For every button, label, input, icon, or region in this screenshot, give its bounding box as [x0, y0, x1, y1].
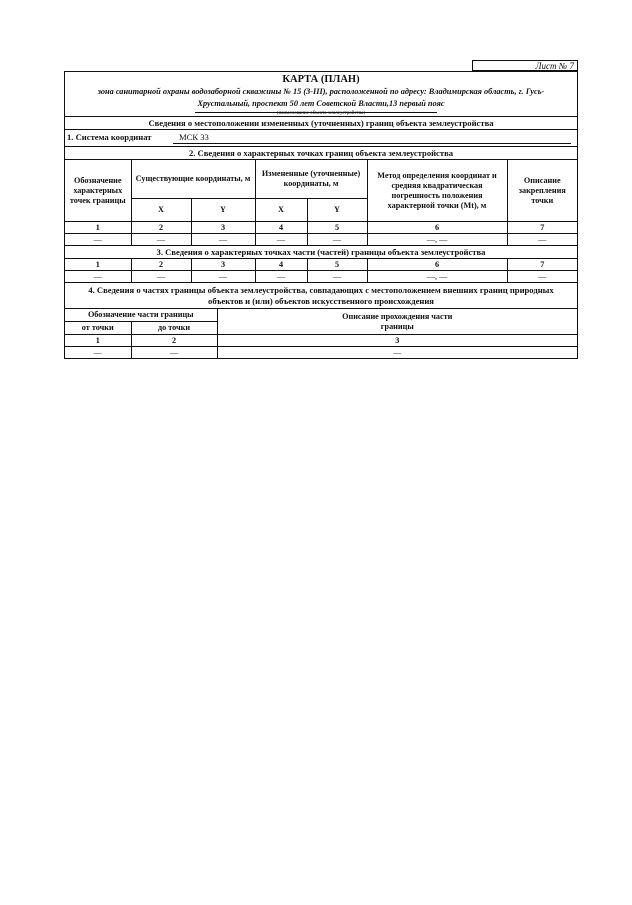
map-plan-form [64, 71, 578, 359]
coordinate-system-label: 1. Система координат [67, 132, 152, 142]
header-existing-x: X [131, 199, 191, 222]
header-part-designation: Обозначение части границы [65, 309, 217, 322]
coordinate-system-row [65, 130, 577, 147]
header-to-point: до точки [131, 322, 217, 335]
table-cell: — [255, 234, 307, 246]
column-number: 4 [255, 222, 307, 234]
header-changed-y: Y [307, 199, 367, 222]
header-existing-y: Y [191, 199, 255, 222]
column-number: 4 [255, 259, 307, 271]
column-number: 3 [217, 335, 577, 347]
section2-column-numbers [65, 222, 577, 234]
table-cell: — [307, 271, 367, 283]
table-cell: — [255, 271, 307, 283]
table-cell: — [191, 234, 255, 246]
table-cell: — [65, 271, 131, 283]
column-number: 5 [307, 222, 367, 234]
table-row [65, 234, 577, 246]
column-number: 2 [131, 335, 217, 347]
table-cell: —, — [367, 234, 507, 246]
column-number: 7 [507, 259, 577, 271]
header-changed-x: X [255, 199, 307, 222]
column-number: 1 [65, 259, 131, 271]
header-method: Метод определения координат и средняя квадратическая погрешность положения характерной точки (Mt), м [367, 160, 507, 222]
table-cell: — [507, 271, 577, 283]
section2-table-wrap [65, 160, 577, 246]
header-existing-coordinates: Существующие координаты, м [131, 160, 255, 199]
table-cell: — [507, 234, 577, 246]
column-number: 1 [65, 222, 131, 234]
table-cell: — [217, 347, 577, 359]
section4-heading: 4. Сведения о частях границы объекта землеустройства, совпадающих с местоположением внешних границ природных объектов и (или) объектов искусственного происхождения [65, 283, 577, 309]
column-number: 2 [131, 222, 191, 234]
column-number: 6 [367, 222, 507, 234]
table-cell: — [131, 234, 191, 246]
header-fixing-description: Описание закрепления точки [507, 160, 577, 222]
column-number: 5 [307, 259, 367, 271]
section4-table [65, 309, 577, 358]
column-number: 3 [191, 259, 255, 271]
sheet-number-label: Лист № 7 [472, 60, 578, 71]
table-cell: — [131, 271, 191, 283]
column-number: 6 [367, 259, 507, 271]
header-from-point: от точки [65, 322, 131, 335]
table-cell: — [191, 271, 255, 283]
header-point-designation: Обозначение характерных точек границы [65, 160, 131, 222]
column-number: 3 [191, 222, 255, 234]
section2-header-row [65, 160, 577, 199]
header-changed-coordinates: Измененные (уточненные) координаты, м [255, 160, 367, 199]
coordinate-system-value: МСК 33 [179, 132, 209, 142]
section3-table [65, 259, 577, 282]
title-block [65, 72, 577, 117]
table-row [65, 271, 577, 283]
section-location-heading: Сведения о местоположении измененных (уточненных) границ объекта землеустройства [65, 117, 577, 130]
section2-heading: 2. Сведения о характерных точках границ объекта землеустройства [65, 147, 577, 160]
column-number: 2 [131, 259, 191, 271]
object-description: зона санитарной охраны водозаборной скважины № 15 (3-III), расположенной по адресу: Владимирская область, г. Гусь-Хрустальный, проспект 50 лет Советской Власти,13 первый пояс [97, 87, 545, 108]
column-number: 1 [65, 335, 131, 347]
section3-table-wrap [65, 259, 577, 283]
coordinate-system-underline [173, 143, 571, 144]
section3-column-numbers [65, 259, 577, 271]
section2-table [65, 160, 577, 245]
section4-table-wrap [65, 309, 577, 358]
table-cell: — [65, 347, 131, 359]
table-cell: — [307, 234, 367, 246]
table-cell: — [131, 347, 217, 359]
header-part-description: Описание прохождения части границы [217, 309, 577, 335]
column-number: 7 [507, 222, 577, 234]
table-cell: —, — [367, 271, 507, 283]
object-note: (наименование объекта землеустройства) [276, 111, 366, 116]
section4-column-numbers [65, 335, 577, 347]
object-note-underline [195, 112, 437, 113]
form-title: КАРТА (ПЛАН) [282, 74, 360, 85]
section4-header-row [65, 309, 577, 322]
table-cell: — [65, 234, 131, 246]
table-row [65, 347, 577, 359]
section3-heading: 3. Сведения о характерных точках части (частей) границы объекта землеустройства [65, 246, 577, 259]
